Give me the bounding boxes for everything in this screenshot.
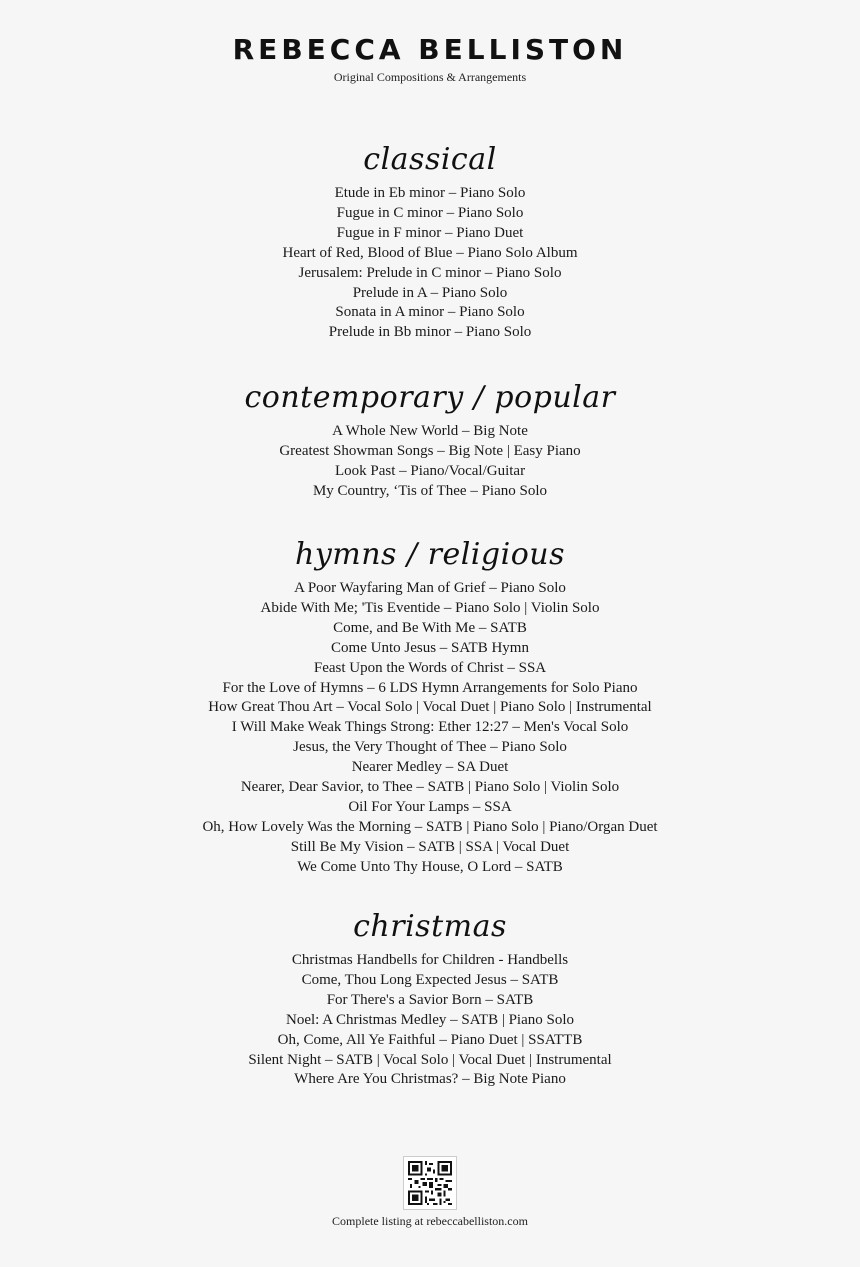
- footer-link-text[interactable]: Complete listing at rebeccabelliston.com: [332, 1214, 528, 1228]
- list-item: Fugue in F minor – Piano Duet: [336, 224, 524, 241]
- list-item: Come Unto Jesus – SATB Hymn: [331, 639, 529, 656]
- header: [0, 32, 860, 85]
- section-hymns-religious: [0, 535, 860, 878]
- list-item: My Country, ‘Tis of Thee – Piano Solo: [312, 482, 548, 499]
- section-title: contemporary / popular: [244, 380, 616, 415]
- list-item: Come, and Be With Me – SATB: [333, 619, 527, 636]
- author-name: REBECCA BELLISTON: [232, 33, 628, 66]
- section-title: christmas: [353, 909, 507, 944]
- list-item: We Come Unto Thy House, O Lord – SATB: [297, 858, 563, 875]
- list-item: Etude in Eb minor – Piano Solo: [334, 185, 526, 201]
- section-title: classical: [363, 142, 497, 177]
- list-item: A Whole New World – Big Note: [332, 423, 528, 439]
- list-item: Come, Thou Long Expected Jesus – SATB: [301, 971, 559, 988]
- list-item: Still Be My Vision – SATB | SSA | Vocal Duet: [290, 838, 570, 855]
- list-item: How Great Thou Art – Vocal Solo | Vocal Duet | Piano Solo | Instrumental: [208, 699, 652, 716]
- list-item: Look Past – Piano/Vocal/Guitar: [334, 462, 526, 479]
- list-item: Oh, How Lovely Was the Morning – SATB | Piano Solo | Piano/Organ Duet: [202, 818, 658, 835]
- qr-code-icon[interactable]: [403, 1156, 457, 1210]
- list-item: Prelude in Bb minor – Piano Solo: [328, 324, 532, 341]
- section-title: hymns / religious: [295, 537, 565, 572]
- list-item: Greatest Showman Songs – Big Note | Easy Piano: [279, 442, 581, 459]
- section-christmas: [0, 907, 860, 1090]
- section-classical: [0, 140, 860, 343]
- list-item: For There's a Savior Born – SATB: [326, 991, 534, 1008]
- list-item: Prelude in A – Piano Solo: [352, 284, 508, 301]
- section-contemporary-popular: [0, 378, 860, 502]
- list-item: Fugue in C minor – Piano Solo: [336, 204, 524, 221]
- list-item: Sonata in A minor – Piano Solo: [335, 304, 525, 321]
- list-item: Abide With Me; 'Tis Eventide – Piano Solo | Violin Solo: [260, 599, 600, 616]
- footer: [0, 1156, 860, 1229]
- list-item: Nearer Medley – SA Duet: [351, 759, 509, 776]
- list-item: Christmas Handbells for Children - Handbells: [291, 952, 569, 968]
- list-item: Oh, Come, All Ye Faithful – Piano Duet | SSATTB: [277, 1031, 583, 1048]
- list-item: Nearer, Dear Savior, to Thee – SATB | Piano Solo | Violin Solo: [240, 779, 620, 796]
- list-item: Noel: A Christmas Medley – SATB | Piano Solo: [285, 1011, 575, 1028]
- list-item: For the Love of Hymns – 6 LDS Hymn Arrangements for Solo Piano: [222, 679, 638, 696]
- item-list: [0, 184, 860, 343]
- list-item: Jesus, the Very Thought of Thee – Piano Solo: [293, 739, 567, 756]
- tagline: Original Compositions & Arrangements: [333, 70, 527, 84]
- list-item: A Poor Wayfaring Man of Grief – Piano Solo: [294, 580, 566, 596]
- list-item: Silent Night – SATB | Vocal Solo | Vocal Duet | Instrumental: [248, 1051, 612, 1068]
- list-item: I Will Make Weak Things Strong: Ether 12:27 – Men's Vocal Solo: [231, 719, 629, 736]
- list-item: Where Are You Christmas? – Big Note Piano: [294, 1071, 566, 1088]
- list-item: Oil For Your Lamps – SSA: [348, 798, 512, 815]
- item-list: [0, 422, 860, 502]
- item-list: [0, 951, 860, 1090]
- list-item: Feast Upon the Words of Christ – SSA: [313, 659, 547, 676]
- item-list: [0, 579, 860, 878]
- list-item: Heart of Red, Blood of Blue – Piano Solo Album: [282, 244, 578, 261]
- list-item: Jerusalem: Prelude in C minor – Piano Solo: [298, 264, 562, 281]
